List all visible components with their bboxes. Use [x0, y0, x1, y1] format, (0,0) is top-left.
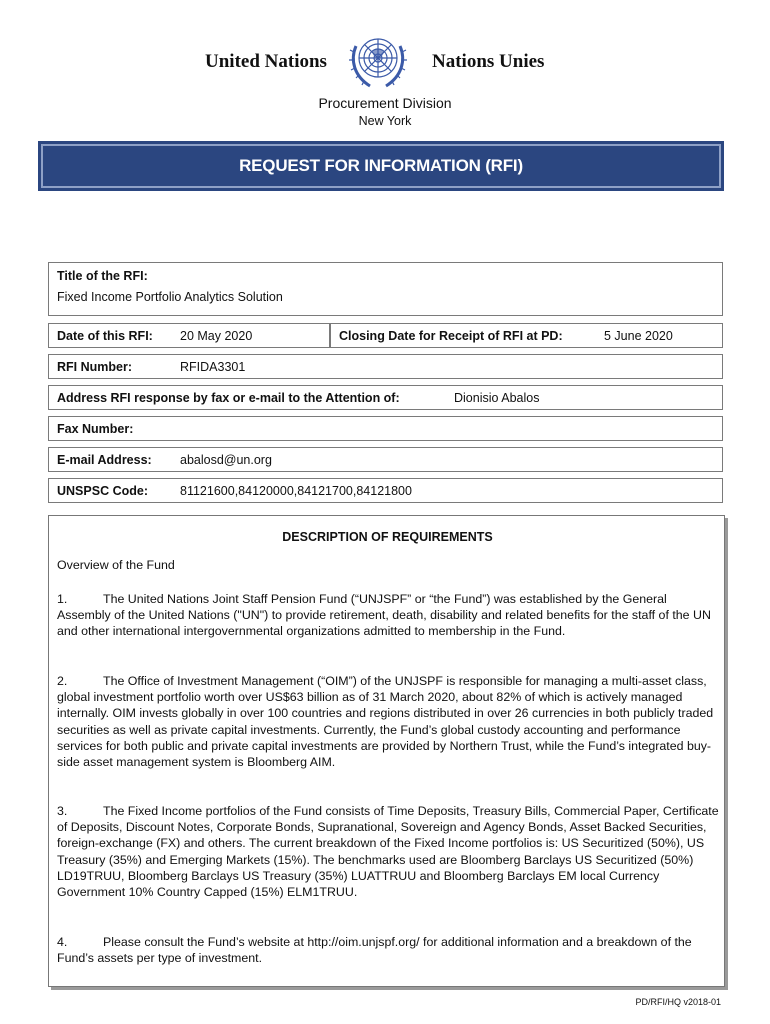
paragraph-text: The Fixed Income portfolios of the Fund consists of Time Deposits, Treasury Bills, Commercial Paper, Certificate of Deposits, Discount Notes, Corporate Bonds, Supranational, Sovereign and Agency Bonds, Asset Backed Securities, foreign-exchange (FX) and others. The current breakdown of the Fixed Income portfolios is: US Securitized (50%), US Treasury (35%) and Emerging Markets (15%). The benchmarks used are Bloomberg Barclays US Securitized (50%) LD19TRUU, Bloomberg Barclays US Treasury (35%) LUATTRUU and Bloomberg Barclays EM local Currency Government 10% Country Capped (15%) ELM1TRUU.: [57, 804, 719, 900]
paragraph-2: [57, 673, 719, 770]
address-box: [48, 385, 723, 410]
procurement-division: Procurement Division: [318, 95, 452, 111]
address-label: Address RFI response by fax or e-mail to the Attention of:: [57, 391, 400, 405]
paragraph-number: 3.: [57, 804, 68, 818]
paragraph-text: The Office of Investment Management (“OIM”) of the UNJSPF is responsible for managing a multi-asset class, global investment portfolio worth over US$63 billion as of 31 March 2020, about 82% of which is actively managed internally. OIM invests globally in over 100 countries and regions distributed in over 26 currencies in both publicly traded securities as well as private capital investments. Currently, the Fund’s global custody accounting and performance services for both public and private capital investments are provided by Northern Trust, while the Fund’s integrated buy-side asset management system is Bloomberg AIM.: [57, 674, 714, 770]
paragraph-1: [57, 591, 719, 640]
paragraph-number: 2.: [57, 674, 68, 688]
form-version-footer: PD/RFI/HQ v2018-01: [635, 997, 721, 1007]
fax-box: [48, 416, 723, 441]
rfi-title-value: Fixed Income Portfolio Analytics Solution: [57, 290, 283, 304]
paragraph-number: 4.: [57, 935, 68, 949]
unspsc-box: [48, 478, 723, 503]
closing-date-box: [330, 323, 723, 348]
org-name-french: Nations Unies: [432, 51, 545, 72]
paragraph-text: The United Nations Joint Staff Pension Fund (“UNJSPF” or “the Fund”) was established by the General Assembly of the United Nations ("UN") to provide retirement, death, disability and related benefits for the staff of the UN and other international intergovernmental organizations admitted to membership in the Fund.: [57, 592, 711, 639]
rfi-date-label: Date of this RFI:: [57, 329, 153, 343]
division-city: New York: [358, 114, 412, 128]
description-box: [48, 515, 725, 987]
rfi-number-label: RFI Number:: [57, 360, 132, 374]
paragraph-number: 1.: [57, 592, 68, 606]
closing-date-label: Closing Date for Receipt of RFI at PD:: [339, 329, 563, 343]
org-name-english: United Nations: [205, 51, 327, 72]
unspsc-value: 81121600,84120000,84121700,84121800: [180, 484, 412, 498]
closing-date-value: 5 June 2020: [604, 329, 673, 343]
fax-label: Fax Number:: [57, 422, 134, 436]
rfi-title-label: Title of the RFI:: [57, 269, 148, 283]
rfi-title-banner: REQUEST FOR INFORMATION (RFI): [38, 141, 724, 191]
email-label: E-mail Address:: [57, 453, 152, 467]
rfi-date-value: 20 May 2020: [180, 329, 253, 343]
email-box: [48, 447, 723, 472]
paragraph-text: Please consult the Fund’s website at http://oim.unjspf.org/ for additional information and a breakdown of the Fund’s assets per type of investment.: [57, 935, 692, 966]
paragraph-3: [57, 803, 719, 900]
rfi-title-box: [48, 262, 723, 316]
rfi-date-box: [48, 323, 330, 348]
address-value: Dionisio Abalos: [454, 391, 540, 405]
un-emblem-icon: [348, 30, 408, 92]
overview-heading: Overview of the Fund: [57, 558, 175, 572]
rfi-number-value: RFIDA3301: [180, 360, 246, 374]
unspsc-label: UNSPSC Code:: [57, 484, 148, 498]
rfi-number-box: [48, 354, 723, 379]
email-value: abalosd@un.org: [180, 453, 272, 467]
description-heading: DESCRIPTION OF REQUIREMENTS: [282, 530, 493, 544]
paragraph-4: [57, 934, 719, 966]
